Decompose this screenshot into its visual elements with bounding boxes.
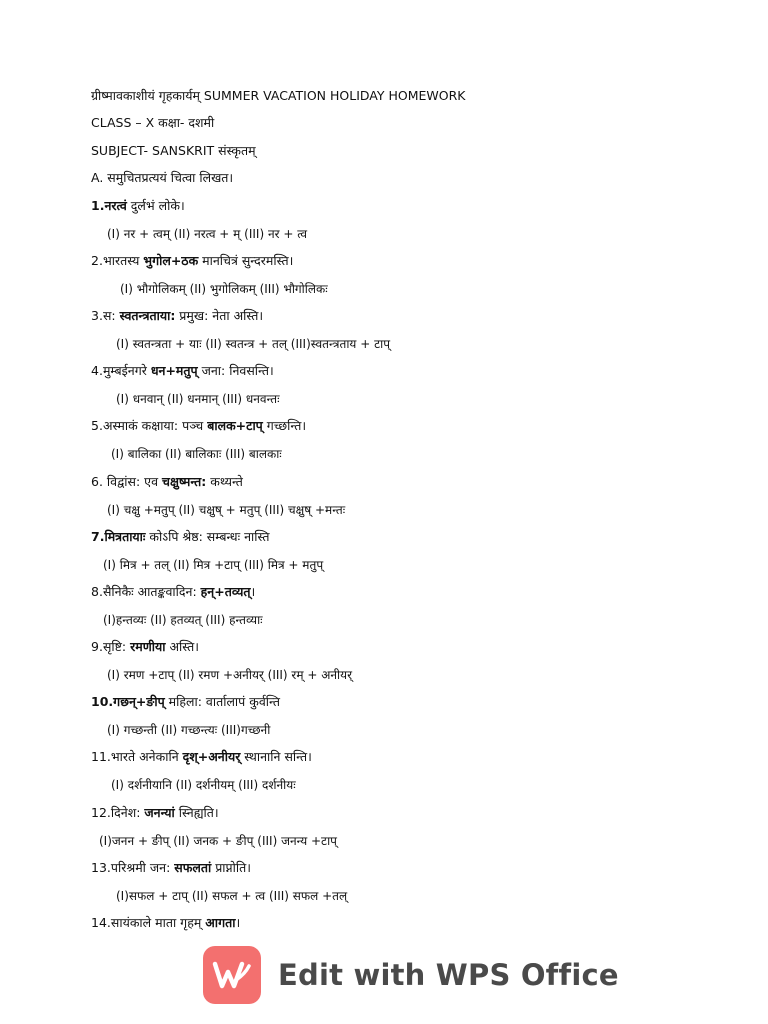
question-text-after: स्निह्यति। [174, 805, 219, 820]
question-13 [91, 860, 251, 876]
question-text-after: प्राप्नोति। [211, 860, 251, 875]
question-number: 1. [91, 198, 105, 213]
question-number: 11. [91, 749, 111, 764]
question-text-before: मुम्बईनगरे [102, 363, 151, 378]
question-target-word: हन्+तव्यत् [200, 584, 251, 599]
question-1 [91, 198, 185, 214]
question-text-before: सृष्टि: [102, 639, 131, 654]
question-text-after: कोऽपि श्रेष्ठ: सम्बन्धः नास्ति [145, 529, 270, 544]
question-number: 14. [91, 915, 111, 930]
question-text-after: । [235, 915, 241, 930]
question-number: 5. [91, 418, 103, 433]
options-12: (I)जनन + ङीप् (II) जनक + ङीप् (III) जनन्य +टाप् [99, 834, 337, 848]
question-target-word: आगता [205, 915, 236, 930]
question-text-before: सैनिकैः आतङ्कवादिन: [102, 584, 201, 599]
question-10 [91, 694, 280, 710]
question-target-word: चक्षुष्मन्त: [162, 474, 207, 489]
question-text-after: । [250, 584, 256, 599]
question-text-before: परिश्रमी जन: [110, 860, 175, 875]
question-text-before: स: [102, 308, 120, 323]
question-target-word: गछन्+ङीप् [113, 694, 165, 709]
question-number: 10. [91, 694, 114, 709]
question-14 [91, 915, 240, 931]
question-text-after: दुर्लभं लोके। [126, 198, 185, 213]
options-11: (I) दर्शनीयानि (II) दर्शनीयम् (III) दर्शनीयः [111, 778, 296, 792]
homework-title: ग्रीष्मावकाशीयं गृहकार्यम् SUMMER VACATION HOLIDAY HOMEWORK [91, 88, 466, 103]
question-text-after: कथ्यन्ते [206, 474, 243, 489]
question-8 [91, 584, 255, 600]
options-3: (I) स्वतन्त्रता + याः (II) स्वतन्त्र + तल् (III)स्वतन्त्रताय + टाप् [116, 337, 391, 351]
question-number: 7. [91, 529, 105, 544]
options-6: (I) चक्षु +मतुप् (II) चक्षुष् + मतुप् (III) चक्षुष् +मन्तः [107, 503, 346, 517]
question-target-word: भुगोल+ठक [143, 253, 199, 268]
question-target-word: सफलतां [174, 860, 212, 875]
question-number: 6. [91, 474, 103, 489]
wps-w-glyph [212, 960, 252, 990]
question-target-word: रमणीया [130, 639, 166, 654]
question-number: 13. [91, 860, 111, 875]
class-line: CLASS – X कक्षा- दशमी [91, 115, 215, 130]
question-3 [91, 308, 263, 324]
options-4: (I) धनवान् (II) धनमान् (III) धनवन्तः [116, 392, 280, 406]
question-target-word: नरत्वं [104, 198, 127, 213]
options-7: (I) मित्र + तल् (II) मित्र +टाप् (III) मित्र + मतुप् [103, 558, 324, 572]
question-target-word: जनन्यां [144, 805, 175, 820]
question-11 [91, 749, 312, 765]
question-number: 9. [91, 639, 103, 654]
options-9: (I) रमण +टाप् (II) रमण +अनीयर् (III) रम् + अनीयर् [107, 668, 353, 682]
question-7 [91, 529, 270, 545]
question-2 [91, 253, 293, 269]
question-5 [91, 418, 306, 434]
question-target-word: दृश्+अनीयर् [182, 749, 241, 764]
question-text-before: अस्माकं कक्षाया: पञ्च [102, 418, 208, 433]
question-text-after: स्थानानि सन्ति। [240, 749, 312, 764]
question-4 [91, 363, 274, 379]
question-6 [91, 474, 243, 490]
question-text-before: विद्वांस: एव [102, 474, 162, 489]
wps-w-icon [203, 946, 261, 1004]
options-5: (I) बालिका (II) बालिकाः (III) बालकाः [111, 447, 282, 461]
question-text-after: महिला: वार्तालापं कुर्वन्ति [164, 694, 280, 709]
question-target-word: बालक+टाप् [207, 418, 263, 433]
question-text-before: भारतस्य [102, 253, 144, 268]
options-2: (I) भौगोलिकम् (II) भुगोलिकम् (III) भौगोलिकः [120, 282, 328, 296]
question-number: 2. [91, 253, 103, 268]
question-number: 12. [91, 805, 111, 820]
question-number: 8. [91, 584, 103, 599]
wps-edit-banner[interactable] [203, 945, 619, 1005]
question-target-word: मित्रतायाः [104, 529, 146, 544]
options-10: (I) गच्छन्ती (II) गच्छन्त्यः (III)गच्छनी [107, 723, 271, 737]
options-13: (I)सफल + टाप् (II) सफल + त्व (III) सफल +तल् [116, 889, 348, 903]
subject-line: SUBJECT- SANSKRIT संस्कृतम् [91, 143, 256, 158]
question-9 [91, 639, 199, 655]
question-text-after: मानचित्रं सुन्दरमस्ति। [198, 253, 294, 268]
question-text-before: दिनेश: [110, 805, 145, 820]
question-12 [91, 805, 219, 821]
question-target-word: धन+मतुप् [150, 363, 198, 378]
question-number: 4. [91, 363, 103, 378]
question-number: 3. [91, 308, 103, 323]
question-text-after: जना: निवसन्ति। [197, 363, 274, 378]
question-text-after: गच्छन्ति। [262, 418, 307, 433]
question-text-before: सायंकाले माता गृहम् [110, 915, 206, 930]
options-8: (I)हन्तव्यः (II) हतव्यत् (III) हन्तव्याः [103, 613, 263, 627]
wps-edit-label: Edit with WPS Office [278, 958, 619, 992]
options-1: (I) नर + त्वम् (II) नरत्व + म् (III) नर + त्व [107, 227, 308, 241]
question-text-after: अस्ति। [165, 639, 199, 654]
question-target-word: स्वतन्त्रताया: [119, 308, 176, 323]
instruction-line: A. समुचितप्रत्ययं चित्वा लिखत। [91, 170, 234, 185]
question-text-after: प्रमुख: नेता अस्ति। [175, 308, 264, 323]
question-text-before: भारते अनेकानि [110, 749, 183, 764]
